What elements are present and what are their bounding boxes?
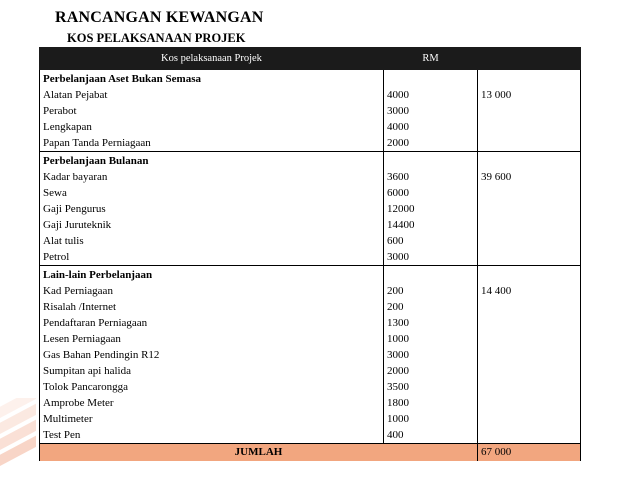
item-amount: 1000 bbox=[387, 413, 409, 425]
group-subtotal: 14 400 bbox=[481, 285, 512, 297]
header-rm: RM bbox=[384, 48, 478, 70]
item-amount: 14400 bbox=[387, 219, 415, 231]
item-amount: 200 bbox=[387, 301, 404, 313]
item-name: Petrol bbox=[43, 251, 70, 263]
slide-title: RANCANGAN KEWANGAN bbox=[55, 9, 264, 26]
item-name: Sewa bbox=[43, 187, 67, 199]
group-heading-subtotal bbox=[478, 152, 581, 170]
total-value: 67 000 bbox=[478, 444, 581, 462]
corner-decoration bbox=[0, 398, 36, 479]
header-item: Kos pelaksanaan Projek bbox=[40, 48, 384, 70]
item-name: Sumpitan api halida bbox=[43, 365, 131, 377]
item-amount: 3000 bbox=[387, 251, 409, 263]
group-heading: Perbelanjaan Bulanan bbox=[40, 152, 384, 170]
item-amount: 12000 bbox=[387, 203, 415, 215]
item-name: Gaji Juruteknik bbox=[43, 219, 112, 231]
group-heading-amount bbox=[384, 152, 478, 170]
group-subtotal-cell bbox=[478, 169, 581, 266]
item-amount: 3000 bbox=[387, 349, 409, 361]
item-amount: 1000 bbox=[387, 333, 409, 345]
cost-table bbox=[39, 47, 581, 461]
item-name: Gas Bahan Pendingin R12 bbox=[43, 349, 160, 361]
group-heading-row bbox=[40, 70, 581, 88]
group-heading-subtotal bbox=[478, 266, 581, 284]
item-name: Test Pen bbox=[43, 429, 81, 441]
group-subtotal-cell bbox=[478, 87, 581, 152]
group-heading: Lain-lain Perbelanjaan bbox=[40, 266, 384, 284]
header-subtotal bbox=[478, 48, 581, 70]
item-name: Perabot bbox=[43, 105, 77, 117]
group-subtotal: 39 600 bbox=[481, 171, 512, 183]
item-amounts bbox=[384, 87, 478, 152]
cost-table-body bbox=[40, 70, 581, 444]
item-amount: 6000 bbox=[387, 187, 409, 199]
group-heading-amount bbox=[384, 266, 478, 284]
item-amount: 3500 bbox=[387, 381, 409, 393]
item-amount: 2000 bbox=[387, 137, 409, 149]
item-amount: 2000 bbox=[387, 365, 409, 377]
item-name: Pendaftaran Perniagaan bbox=[43, 317, 148, 329]
group-items-row bbox=[40, 87, 581, 152]
group-heading-row bbox=[40, 152, 581, 170]
item-name: Kad Perniagaan bbox=[43, 285, 113, 297]
group-items-row bbox=[40, 169, 581, 266]
group-subtotal: 13 000 bbox=[481, 89, 512, 101]
item-names bbox=[40, 283, 384, 444]
group-heading: Perbelanjaan Aset Bukan Semasa bbox=[40, 70, 384, 88]
item-name: Tolok Pancarongga bbox=[43, 381, 129, 393]
group-heading-subtotal bbox=[478, 70, 581, 88]
item-name: Alatan Pejabat bbox=[43, 89, 108, 101]
slide-subtitle: KOS PELAKSANAAN PROJEK bbox=[67, 31, 246, 45]
table-header-row bbox=[40, 48, 581, 70]
item-name: Lengkapan bbox=[43, 121, 92, 133]
item-amount: 4000 bbox=[387, 121, 409, 133]
group-items-row bbox=[40, 283, 581, 444]
item-names bbox=[40, 87, 384, 152]
total-label: JUMLAH bbox=[40, 444, 478, 462]
item-amounts bbox=[384, 169, 478, 266]
item-amount: 3000 bbox=[387, 105, 409, 117]
item-name: Papan Tanda Perniagaan bbox=[43, 137, 151, 149]
item-name: Kadar bayaran bbox=[43, 171, 108, 183]
item-name: Risalah /Internet bbox=[43, 301, 117, 313]
item-name: Amprobe Meter bbox=[43, 397, 114, 409]
item-amount: 3600 bbox=[387, 171, 409, 183]
item-name: Alat tulis bbox=[43, 235, 84, 247]
item-amount: 4000 bbox=[387, 89, 409, 101]
item-name: Gaji Pengurus bbox=[43, 203, 106, 215]
group-heading-amount bbox=[384, 70, 478, 88]
group-subtotal-cell bbox=[478, 283, 581, 444]
item-name: Multimeter bbox=[43, 413, 93, 425]
total-row bbox=[40, 444, 581, 462]
item-amount: 1300 bbox=[387, 317, 409, 329]
group-heading-row bbox=[40, 266, 581, 284]
item-amount: 1800 bbox=[387, 397, 409, 409]
item-amount: 400 bbox=[387, 429, 404, 441]
item-names bbox=[40, 169, 384, 266]
item-amount: 600 bbox=[387, 235, 404, 247]
item-name: Lesen Perniagaan bbox=[43, 333, 121, 345]
item-amount: 200 bbox=[387, 285, 404, 297]
item-amounts bbox=[384, 283, 478, 444]
